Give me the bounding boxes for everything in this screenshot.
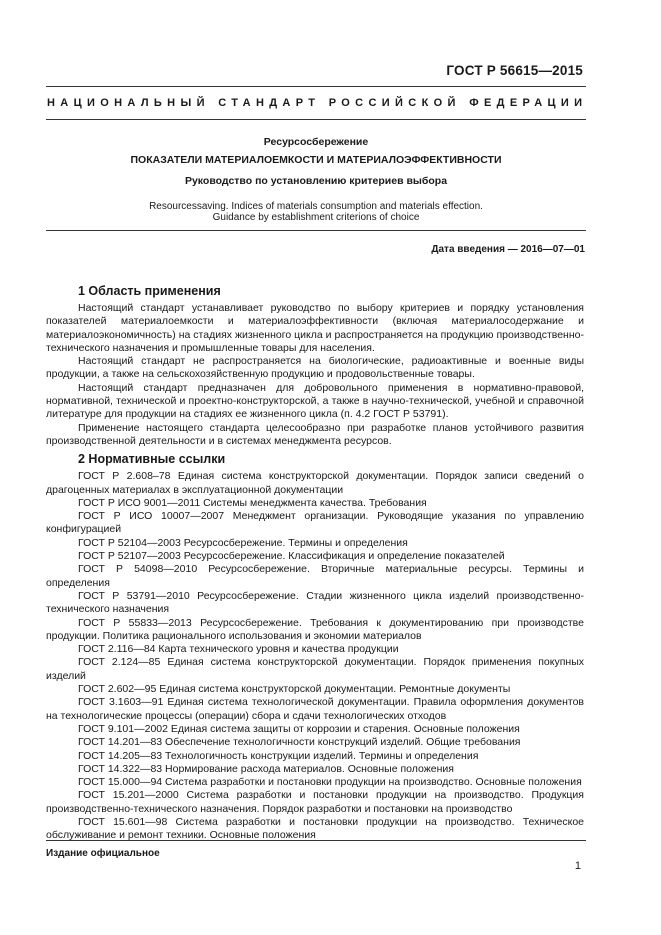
reference-item: ГОСТ 9.101—2002 Единая система защиты от коррозии и старения. Основные положения xyxy=(78,722,520,735)
reference-item: ГОСТ 15.601—98 Система разработки и постановки продукции на производство. Техническое обслуживание и ремонт техники. Основные положения xyxy=(46,815,584,842)
introduction-date: Дата введения — 2016—07—01 xyxy=(431,244,585,255)
reference-item: ГОСТ Р 52104—2003 Ресурсосбережение. Термины и определения xyxy=(78,536,408,549)
reference-item: ГОСТ 14.322—83 Нормирование расхода материалов. Основные положения xyxy=(78,762,454,775)
title-rule xyxy=(46,230,586,231)
reference-item: ГОСТ 2.116—84 Карта технического уровня и качества продукции xyxy=(78,643,399,656)
topic-heading: Ресурсосбережение xyxy=(263,136,369,148)
section-1-heading: 1 Область применения xyxy=(78,284,221,298)
national-standard-banner: НАЦИОНАЛЬНЫЙ СТАНДАРТ РОССИЙСКОЙ ФЕДЕРАЦИИ xyxy=(47,97,588,109)
reference-item: ГОСТ Р ИСО 9001—2011 Системы менеджмента качества. Требования xyxy=(78,496,427,509)
reference-item: ГОСТ Р 2.608–78 Единая система конструкторской документации. Порядок записи сведений о драгоценных материалах в эксплуатационной документации xyxy=(46,470,584,496)
reference-item: ГОСТ 3.1603—91 Единая система технологической документации. Правила оформления документов на технологические процессы (операции) сбора и сдачи технологических отходов xyxy=(46,696,584,722)
english-title-line-2: Guidance by establishment criterions of choice xyxy=(212,212,420,223)
section-2-heading: 2 Нормативные ссылки xyxy=(78,452,226,467)
document-body xyxy=(46,283,584,843)
reference-item: ГОСТ 2.124—85 Единая система конструкторской документации. Порядок применения покупных изделий xyxy=(46,656,584,682)
reference-item: ГОСТ Р ИСО 10007—2007 Менеджмент организации. Руководящие указания по управлению конфигурацией xyxy=(46,510,584,536)
reference-item: ГОСТ Р 54098—2010 Ресурсосбережение. Вторичные материальные ресурсы. Термины и определения xyxy=(46,563,584,589)
section-1-paragraph: Настоящий стандарт устанавливает руководство по выбору критериев и порядку установления показателей материалоемкости и материалоэффективности (включая материалосодержание и материалоэкономичность) на стадиях жизненного цикла и распространяется на продукцию производственно-технического назначения и промышленные товары для населения. xyxy=(46,302,584,354)
footer-rule xyxy=(46,840,586,841)
reference-item: ГОСТ Р 53791—2010 Ресурсосбережение. Стадии жизненного цикла изделий производственно-технического назначения xyxy=(46,589,584,616)
section-1-paragraph: Настоящий стандарт предназначен для добровольного применения в нормативно-правовой, нормативной, технической и проектно-конструкторской, а также в научно-технической, учебной и справочной литературе для продукции на стадиях ее жизненного цикла (п. 4.2 ГОСТ Р 53791). xyxy=(46,381,584,421)
header-rule xyxy=(46,86,586,87)
reference-item: ГОСТ 2.602—95 Единая система конструкторской документации. Ремонтные документы xyxy=(78,683,511,696)
reference-item: ГОСТ Р 52107—2003 Ресурсосбережение. Классификация и определение показателей xyxy=(78,550,505,563)
reference-item: ГОСТ 14.201—83 Обеспечение технологичности конструкций изделий. Общие требования xyxy=(78,736,521,749)
edition-label: Издание официальное xyxy=(46,848,160,859)
section-1-paragraph: Настоящий стандарт не распространяется на биологические, радиоактивные и военные виды продукции, а также на сельскохозяйственную продукцию и продовольственные товары. xyxy=(46,355,584,381)
reference-item: ГОСТ 15.201—2000 Система разработки и постановки продукции на производство. Продукция производственно-технического назначения. Порядок разработки и постановки на производство xyxy=(46,789,584,815)
document-subtitle: Руководство по установлению критериев выбора xyxy=(184,175,448,187)
reference-item: ГОСТ 14.205—83 Технологичность конструкции изделий. Термины и определения xyxy=(78,749,479,762)
reference-item: ГОСТ 15.000—94 Система разработки и постановки продукции на производство. Основные положения xyxy=(78,776,582,789)
document-number: ГОСТ Р 56615—2015 xyxy=(446,63,583,78)
reference-item: ГОСТ Р 55833—2013 Ресурсосбережение. Требования к документированию при производстве продукции. Политика рационального использования и экономии материалов xyxy=(46,616,584,642)
page-number: 1 xyxy=(574,860,581,872)
english-title-line-1: Resourcessaving. Indices of materials consumption and materials effection. xyxy=(149,201,483,212)
document-title: ПОКАЗАТЕЛИ МАТЕРИАЛОЕМКОСТИ И МАТЕРИАЛОЭФФЕКТИВНОСТИ xyxy=(130,154,502,166)
banner-rule xyxy=(46,119,586,120)
section-1-paragraph: Применение настоящего стандарта целесообразно при разработке планов устойчивого развития производственной деятельности и в системах менеджмента ресурсов. xyxy=(46,421,584,447)
